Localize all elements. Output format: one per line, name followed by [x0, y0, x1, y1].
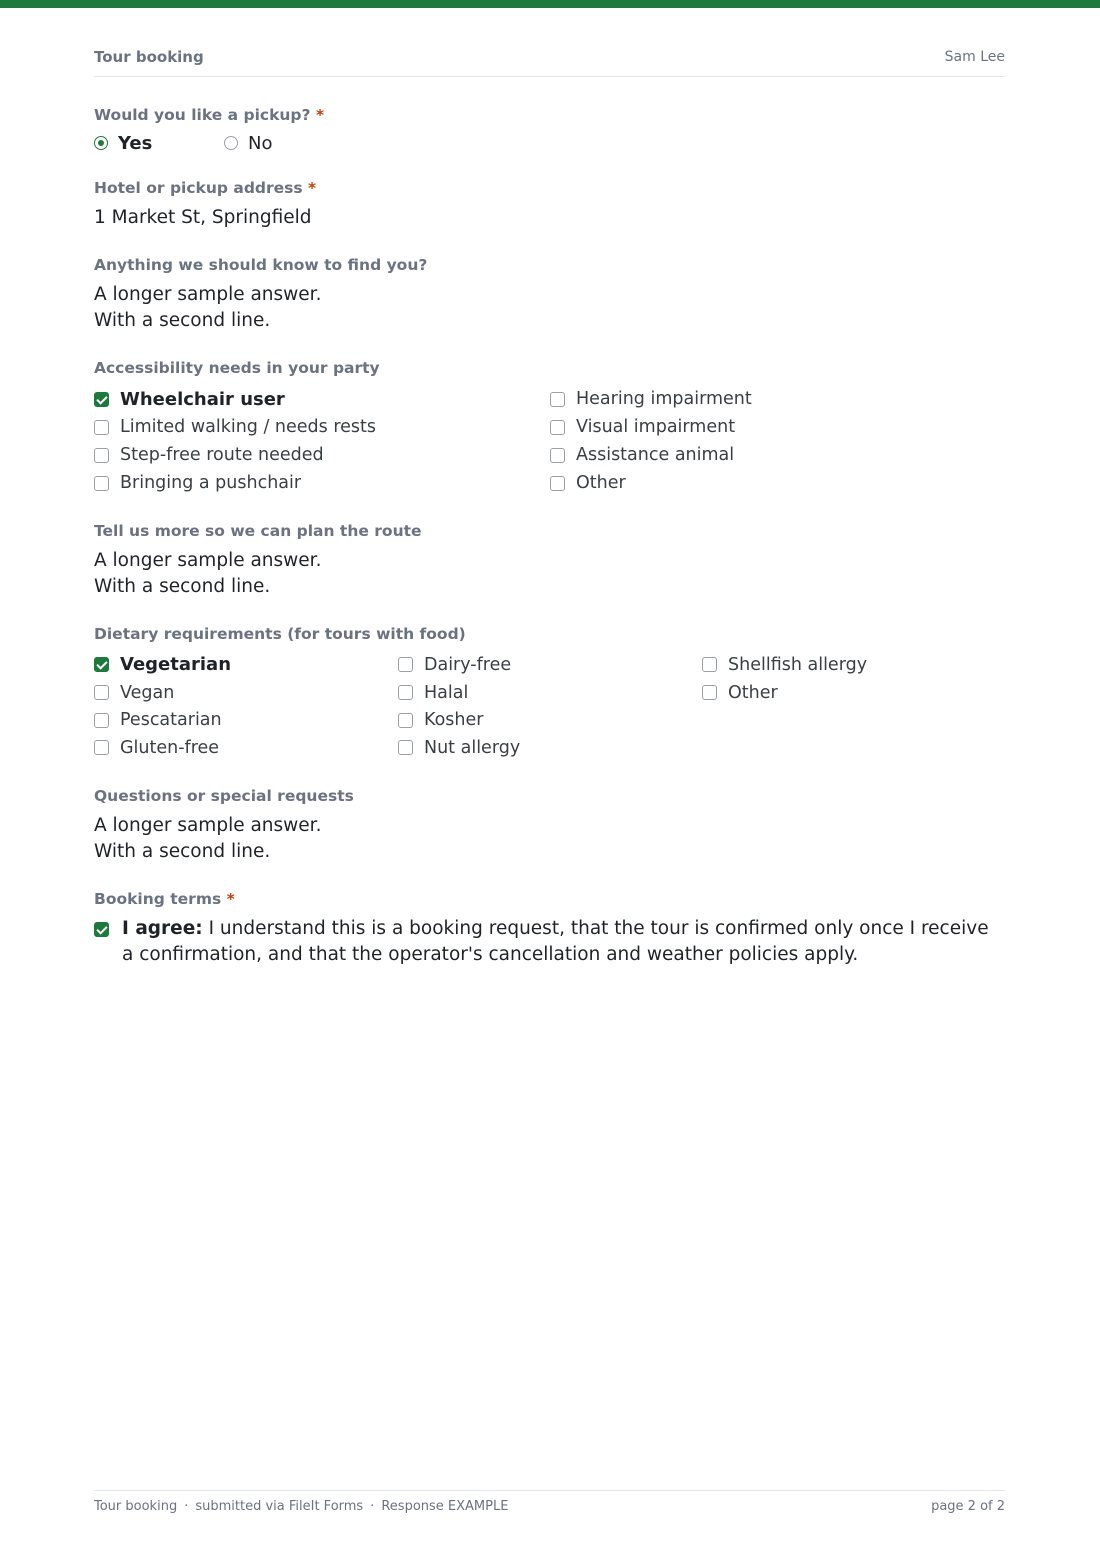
checkbox-assistance-animal[interactable]: Assistance animal [550, 441, 1005, 469]
form-title: Tour booking [94, 48, 204, 66]
checkbox-visual-impairment[interactable]: Visual impairment [550, 413, 1005, 441]
top-accent-bar [0, 0, 1100, 8]
footer-info: Tour booking · submitted via FileIt Forms · Response EXAMPLE [94, 1499, 509, 1514]
page-number: page 2 of 2 [931, 1499, 1005, 1514]
dietary-question [94, 624, 1005, 762]
checkbox-dairy-free[interactable]: Dairy-free [398, 651, 702, 679]
checkbox-checked-icon[interactable] [94, 657, 109, 672]
address-label: Hotel or pickup address * [94, 179, 317, 197]
page-footer [94, 1490, 1005, 1521]
pickup-option-yes[interactable] [94, 133, 224, 154]
dietary-checkbox-group [94, 651, 1005, 762]
terms-question [94, 889, 1005, 968]
pickup-label: Would you like a pickup? * [94, 106, 325, 124]
checkbox-empty-icon[interactable] [398, 740, 413, 755]
route-answer: A longer sample answer. With a second line. [94, 550, 322, 597]
checkbox-nut-allergy[interactable]: Nut allergy [398, 734, 702, 762]
page-header [94, 48, 1005, 77]
checkbox-wheelchair-user[interactable]: Wheelchair user [94, 385, 550, 413]
accessibility-question [94, 358, 1005, 497]
pickup-radio-group [94, 132, 1005, 154]
checkbox-empty-icon[interactable] [398, 657, 413, 672]
respondent-name: Sam Lee [944, 49, 1005, 65]
checkbox-kosher[interactable]: Kosher [398, 706, 702, 734]
find-you-question [94, 255, 1005, 334]
terms-label: Booking terms * [94, 889, 235, 908]
terms-text-block [122, 916, 1005, 968]
route-label: Tell us more so we can plan the route [94, 522, 422, 540]
option-label: Yes [118, 132, 153, 154]
checkbox-empty-icon[interactable] [94, 713, 109, 728]
checkbox-gluten-free[interactable]: Gluten-free [94, 734, 398, 762]
checkbox-empty-icon[interactable] [550, 420, 565, 435]
checkbox-vegan[interactable]: Vegan [94, 679, 398, 707]
questions-question [94, 786, 1005, 865]
checkbox-hearing-impairment[interactable]: Hearing impairment [550, 385, 1005, 413]
checkbox-empty-icon[interactable] [702, 685, 717, 700]
address-answer: 1 Market St, Springfield [94, 207, 312, 228]
accessibility-label: Accessibility needs in your party [94, 359, 380, 377]
checkbox-halal[interactable]: Halal [398, 679, 702, 707]
checkbox-empty-icon[interactable] [398, 685, 413, 700]
address-question [94, 178, 1005, 231]
agree-label: I agree: [122, 917, 203, 939]
find-you-label: Anything we should know to find you? [94, 256, 428, 274]
terms-text: I understand this is a booking request, that the tour is confirmed only once I receive a confirmation, and that the operator's cancellation and weather policies apply. [122, 917, 989, 965]
checkbox-vegetarian[interactable]: Vegetarian [94, 651, 398, 679]
checkbox-empty-icon[interactable] [398, 713, 413, 728]
required-marker: * [308, 179, 317, 197]
checkbox-checked-icon[interactable] [94, 392, 109, 407]
checkbox-empty-icon[interactable] [550, 476, 565, 491]
checkbox-pescatarian[interactable]: Pescatarian [94, 706, 398, 734]
checkbox-empty-icon[interactable] [94, 740, 109, 755]
checkbox-empty-icon[interactable] [550, 392, 565, 407]
dietary-label: Dietary requirements (for tours with food) [94, 625, 466, 643]
checkbox-step-free-route[interactable]: Step-free route needed [94, 441, 550, 469]
pickup-question [94, 105, 1005, 154]
checkbox-checked-icon[interactable] [94, 922, 109, 937]
checkbox-limited-walking[interactable]: Limited walking / needs rests [94, 413, 550, 441]
questions-label: Questions or special requests [94, 786, 354, 805]
required-marker: * [315, 106, 325, 124]
checkbox-accessibility-other[interactable]: Other [550, 469, 1005, 497]
radio-unselected-icon[interactable] [224, 136, 238, 150]
checkbox-empty-icon[interactable] [94, 476, 109, 491]
checkbox-empty-icon[interactable] [550, 448, 565, 463]
questions-answer: A longer sample answer. With a second line. [94, 814, 322, 862]
route-question [94, 521, 1005, 600]
option-label: No [248, 132, 273, 154]
required-marker: * [226, 889, 235, 908]
checkbox-shellfish-allergy[interactable]: Shellfish allergy [702, 651, 1005, 679]
checkbox-empty-icon[interactable] [94, 685, 109, 700]
form-response [94, 105, 1005, 992]
checkbox-empty-icon[interactable] [94, 448, 109, 463]
terms-agreement[interactable] [94, 916, 1005, 968]
checkbox-empty-icon[interactable] [94, 420, 109, 435]
accessibility-checkbox-group [94, 385, 1005, 497]
checkbox-pushchair[interactable]: Bringing a pushchair [94, 469, 550, 497]
pickup-option-no[interactable] [224, 133, 272, 154]
find-you-answer: A longer sample answer. With a second line. [94, 284, 322, 331]
checkbox-empty-icon[interactable] [702, 657, 717, 672]
checkbox-dietary-other[interactable]: Other [702, 679, 1005, 707]
radio-selected-icon[interactable] [94, 136, 108, 150]
